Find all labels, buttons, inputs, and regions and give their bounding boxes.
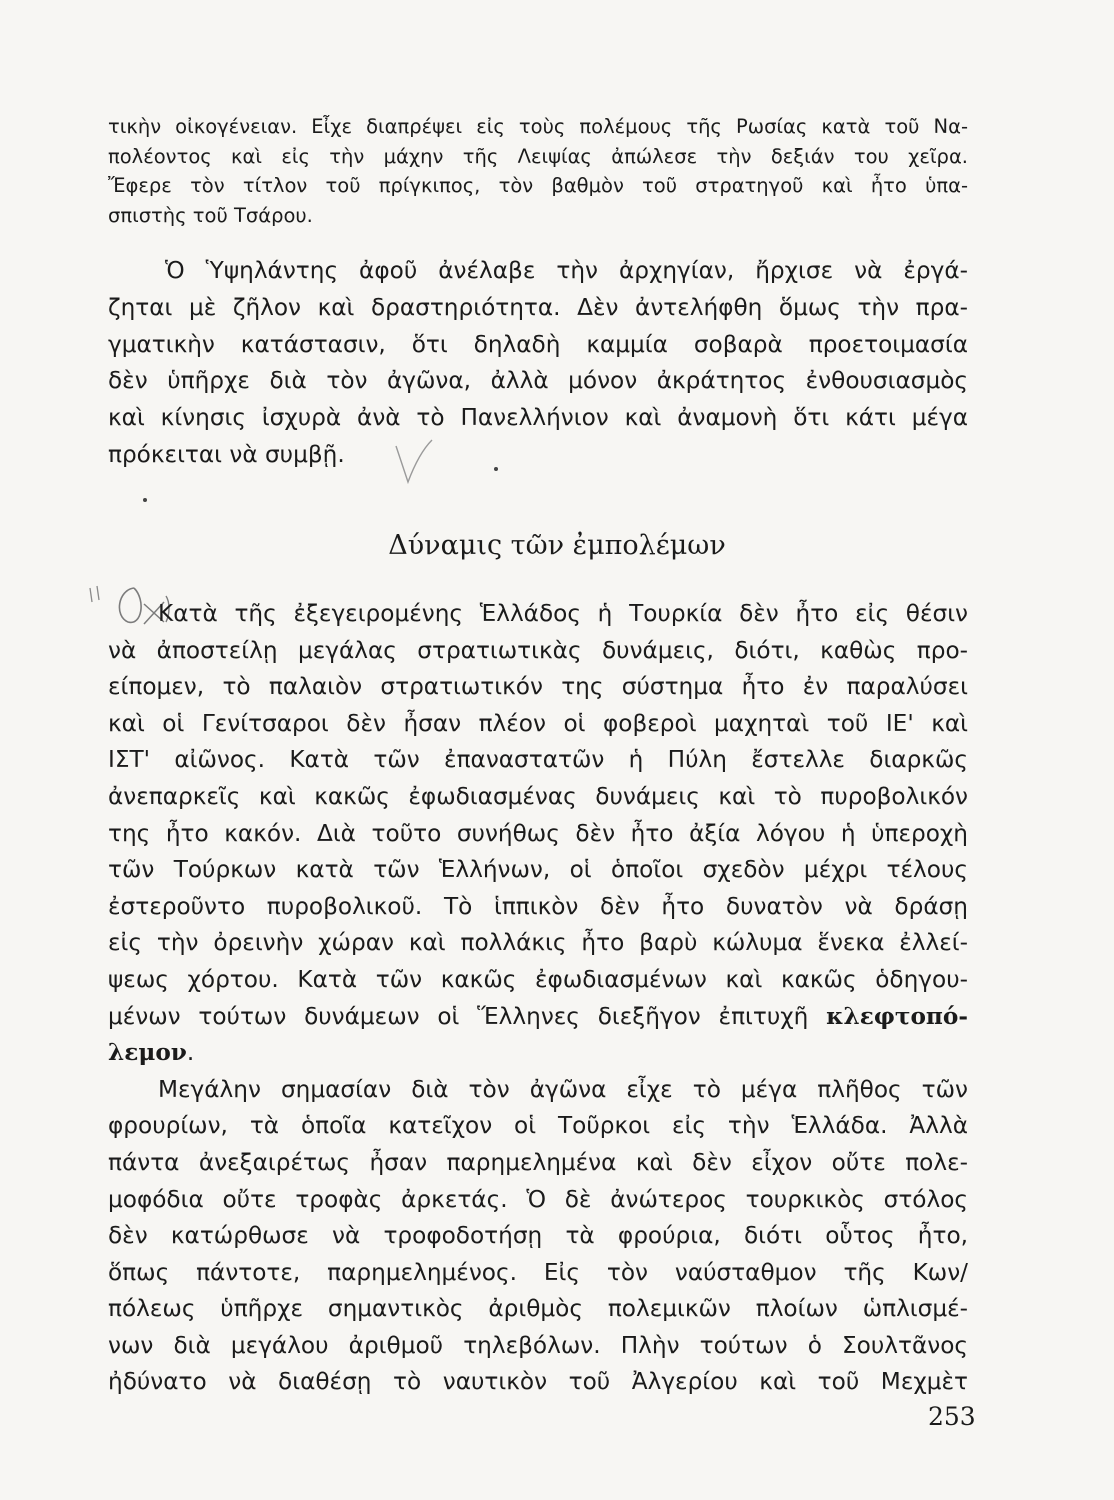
paragraph-ypsilantis [108,253,968,474]
text-line: γματικὴν κατάστασιν, ὅτι δηλαδὴ καμμία σοβαρὰ προετοιμασία [108,330,968,358]
text-line: Κατὰ τῆς ἐξεγειρομένης Ἑλλάδος ἡ Τουρκία δὲν ἦτο εἰς θέσιν [158,600,968,627]
text-line: νὰ ἀποστείλῃ μεγάλας στρατιωτικὰς δυνάμεις, διότι, καθὼς προ- [108,636,968,664]
text-line: Μεγάλην σημασίαν διὰ τὸν ἀγῶνα εἶχε τὸ μέγα πλῆθος τῶν [158,1075,968,1103]
text-line: ΙΣΤ' αἰῶνος. Κατὰ τῶν ἐπαναστατῶν ἡ Πύλη ἔστελλε διαρκῶς [108,746,968,774]
svg-text:Ὄχι: Ὄχι [124,632,126,633]
text-line: σπιστὴς τοῦ Τσάρου. [108,203,313,227]
paragraph-forces [108,596,968,1401]
text-line: ὅπως πάντοτε, παρημελημένος. Εἰς τὸν ναύσταθμον τῆς Κων/ [108,1258,968,1286]
text-line: δὲν ὑπῆρχε διὰ τὸν ἀγῶνα, ἀλλὰ μόνον ἀκράτητος ἐνθουσιασμὸς [108,367,968,395]
text-line: πολέοντος καὶ εἰς τὴν μάχην τῆς Λειψίας ἀπώλεσε τὴν δεξιάν του χεῖρα. [108,144,968,168]
text-line [108,1035,968,1072]
text-line: είπομεν, τὸ παλαιὸν στρατιωτικόν της σύστημα ἦτο ἐν παραλύσει [108,673,968,701]
text-line: ζηται μὲ ζῆλον καὶ δραστηριότητα. Δὲν ἀντελήφθη ὅμως τὴν πρα- [108,293,968,321]
pencil-check-mark-icon [392,436,436,488]
text-line: εἰς τὴν ὀρεινὴν χώραν καὶ πολλάκις ἦτο βαρὺ κώλυμα ἕνεκα ἐλλεί- [108,929,968,957]
ink-dot-icon [494,467,498,471]
text-line: ψεως χόρτου. Κατὰ τῶν κακῶς ἐφωδιασμένων καὶ κακῶς ὁδηγου- [108,965,968,993]
text-line: πόλεως ὑπῆρχε σημαντικὸς ἀριθμὸς πολεμικῶν πλοίων ὡπλισμέ- [108,1295,968,1323]
ink-dot-icon [143,498,147,502]
text-line: Ὁ Ὑψηλάντης ἀφοῦ ἀνέλαβε τὴν ἀρχηγίαν, ἤρχισε νὰ ἐργά- [165,257,968,284]
text-line: τικὴν οἰκογένειαν. Εἶχε διαπρέψει εἰς τοὺς πολέμους τῆς Ρωσίας κατὰ τοῦ Να- [108,115,968,138]
text-line: ἀνεπαρκεῖς καὶ κακῶς ἐφωδιασμένας δυνάμεις καὶ τὸ πυροβολικόν [108,782,968,810]
text-line: πάντα ἀνεξαιρέτως ἦσαν παρημελημένα καὶ δὲν εἶχον οὔτε πολε- [108,1148,968,1176]
text-segment: μένων τούτων δυνάμεων οἱ Ἕλληνες διεξῆγον ἐπιτυχῆ [108,1002,809,1030]
text-segment: . [186,1039,195,1067]
text-line: της ἦτο κακόν. Διὰ τοῦτο συνήθως δὲν ἦτο ἀξία λόγου ἡ ὑπεροχὴ [108,819,968,847]
text-line: καὶ οἱ Γενίτσαροι δὲν ἦσαν πλέον οἱ φοβεροὶ μαχηταὶ τοῦ ΙΕ' καὶ [108,709,968,737]
text-line: πρόκειται νὰ συμβῇ. [108,440,345,468]
top-paragraph [108,112,968,230]
text-line: Ἔφερε τὸν τίτλον τοῦ πρίγκιπος, τὸν βαθμὸν τοῦ στρατηγοῦ καὶ ἦτο ὑπα- [108,174,968,197]
text-line: φρουρίων, τὰ ὁποῖα κατεῖχον οἱ Τοῦρκοι εἰς τὴν Ἑλλάδα. Ἀλλὰ [108,1112,968,1140]
bold-term: λεμον [108,1039,187,1067]
text-line: ἠδύνατο νὰ διαθέσῃ τὸ ναυτικὸν τοῦ Ἀλγερίου καὶ τοῦ Μεχμὲτ [108,1368,968,1396]
bold-term: κλεφτοπό- [826,1002,968,1030]
text-line: ἐστεροῦντο πυροβολικοῦ. Τὸ ἱππικὸν δὲν ἦτο δυνατὸν νὰ δράσῃ [108,892,968,920]
text-line: δὲν κατώρθωσε νὰ τροφοδοτήσῃ τὰ φρούρια, διότι οὗτος ἦτο, [108,1222,968,1250]
page-number: 253 [928,1402,976,1431]
text-line: νων διὰ μεγάλου ἀριθμοῦ τηλεβόλων. Πλὴν τούτων ὁ Σουλτᾶνος [108,1331,968,1359]
text-line: καὶ κίνησις ἰσχυρὰ ἀνὰ τὸ Πανελλήνιον καὶ ἀναμονὴ ὅτι κάτι μέγα [108,404,968,432]
text-line: τῶν Τούρκων κατὰ τῶν Ἑλλήνων, οἱ ὁποῖοι σχεδὸν μέχρι τέλους [108,856,968,884]
text-line [108,999,968,1036]
section-heading: Δύναμις τῶν ἐμπολέμων [388,530,726,561]
text-line: μοφόδια οὔτε τροφὰς ἀρκετάς. Ὁ δὲ ἀνώτερος τουρκικὸς στόλος [108,1185,968,1213]
